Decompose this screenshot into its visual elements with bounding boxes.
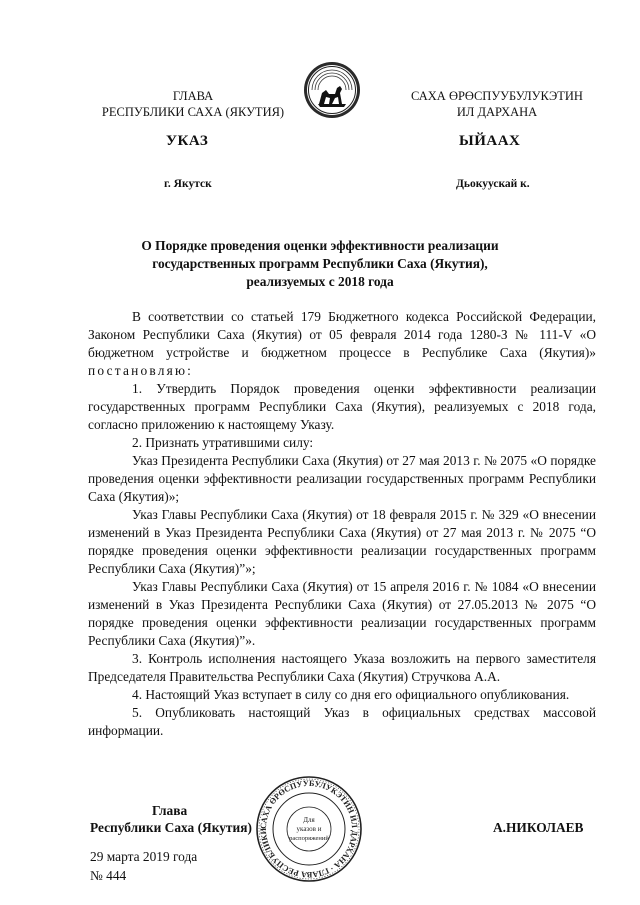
stamp-center-line2: указов и <box>296 825 322 833</box>
subject-line2: государственных программ Республики Саха (Якутия), <box>152 256 488 271</box>
decree-subject <box>95 237 545 291</box>
decree-body <box>88 308 596 740</box>
title-left: УКАЗ <box>166 133 209 149</box>
body-item-2c: Указ Главы Республики Саха (Якутия) от 15 апреля 2016 г. № 1084 «О внесении изменений в Указ Президента Республики Саха (Якутия) от 27.05.2013 № 2075 “О порядке проведения оценки эффективности реализации государственных программ Республики Саха (Якутия)”». <box>88 579 596 648</box>
header-left-line1: ГЛАВА <box>172 89 214 103</box>
decree-date: 29 марта 2019 года <box>90 849 198 864</box>
header-left <box>88 88 298 120</box>
header-right-line1: САХА ӨРӨСПУУБУЛУКЭТИН <box>411 89 583 103</box>
coat-of-arms-icon <box>302 60 362 120</box>
body-item-2b: Указ Главы Республики Саха (Якутия) от 18 февраля 2015 г. № 329 «О внесении изменений в Указ Президента Республики Саха (Якутия) от 27 мая 2013 г. № 2075 “О порядке проведения оценки эффективности реализации государственных программ Республики Саха (Якутия)”»; <box>88 507 596 576</box>
header-left-line2: РЕСПУБЛИКИ САХА (ЯКУТИЯ) <box>101 105 285 119</box>
stamp-center-line3: распоряжений <box>289 835 329 842</box>
place-left: г. Якутск <box>164 178 212 190</box>
body-item-5: 5. Опубликовать настоящий Указ в официальных средствах массовой информации. <box>88 705 596 738</box>
intro-text: В соответствии со статьей 179 Бюджетного кодекса Российской Федерации, Законом Республики Саха (Якутия) от 05 февраля 2014 года 1280-З № 111-V «О бюджетном устройстве и бюджетном процессе в Республике Саха (Якутия)» <box>88 309 596 360</box>
subject-line1: О Порядке проведения оценки эффективности реализации <box>141 238 499 253</box>
stamp-ring-text: САХА ӨРӨСПУУБУЛУКЭТИН ИЛ ДАРХАНА · ГЛАВА РЕСПУБЛИКИ <box>258 778 360 880</box>
body-item-2: 2. Признать утратившими силу: <box>132 435 314 450</box>
place-right: Дьокуускай к. <box>456 178 530 190</box>
subject-line3: реализуемых с 2018 года <box>246 274 394 289</box>
title-right: ЫЙААХ <box>459 133 521 149</box>
signature-title-line1: Глава <box>152 803 188 818</box>
signature-name: А.НИКОЛАЕВ <box>493 820 584 835</box>
header-right-line2: ИЛ ДАРХАНА <box>456 105 538 119</box>
stamp-center-line1: Для <box>303 816 315 824</box>
header-right <box>386 88 608 120</box>
official-stamp <box>255 775 363 883</box>
body-item-2a: Указ Президента Республики Саха (Якутия) от 27 мая 2013 г. № 2075 «О порядке проведения оценки эффективности реализации государственных программ Республики Саха (Якутия)»; <box>88 453 596 504</box>
body-item-4: 4. Настоящий Указ вступает в силу со дня его официального опубликования. <box>132 687 570 702</box>
body-item-1: 1. Утвердить Порядок проведения оценки эффективности реализации государственных программ Республики Саха (Якутия), реализуемых с 2018 года, согласно приложению к настоящему Указу. <box>88 381 596 432</box>
signature-title-line2: Республики Саха (Якутия) <box>90 820 252 835</box>
intro-postanovlyayu: постановляю: <box>88 363 194 378</box>
body-item-3: 3. Контроль исполнения настоящего Указа возложить на первого заместителя Председателя Правительства Республики Саха (Якутия) Стручкова А.А. <box>88 651 596 684</box>
body-intro <box>88 308 596 380</box>
decree-number: № 444 <box>90 868 127 883</box>
